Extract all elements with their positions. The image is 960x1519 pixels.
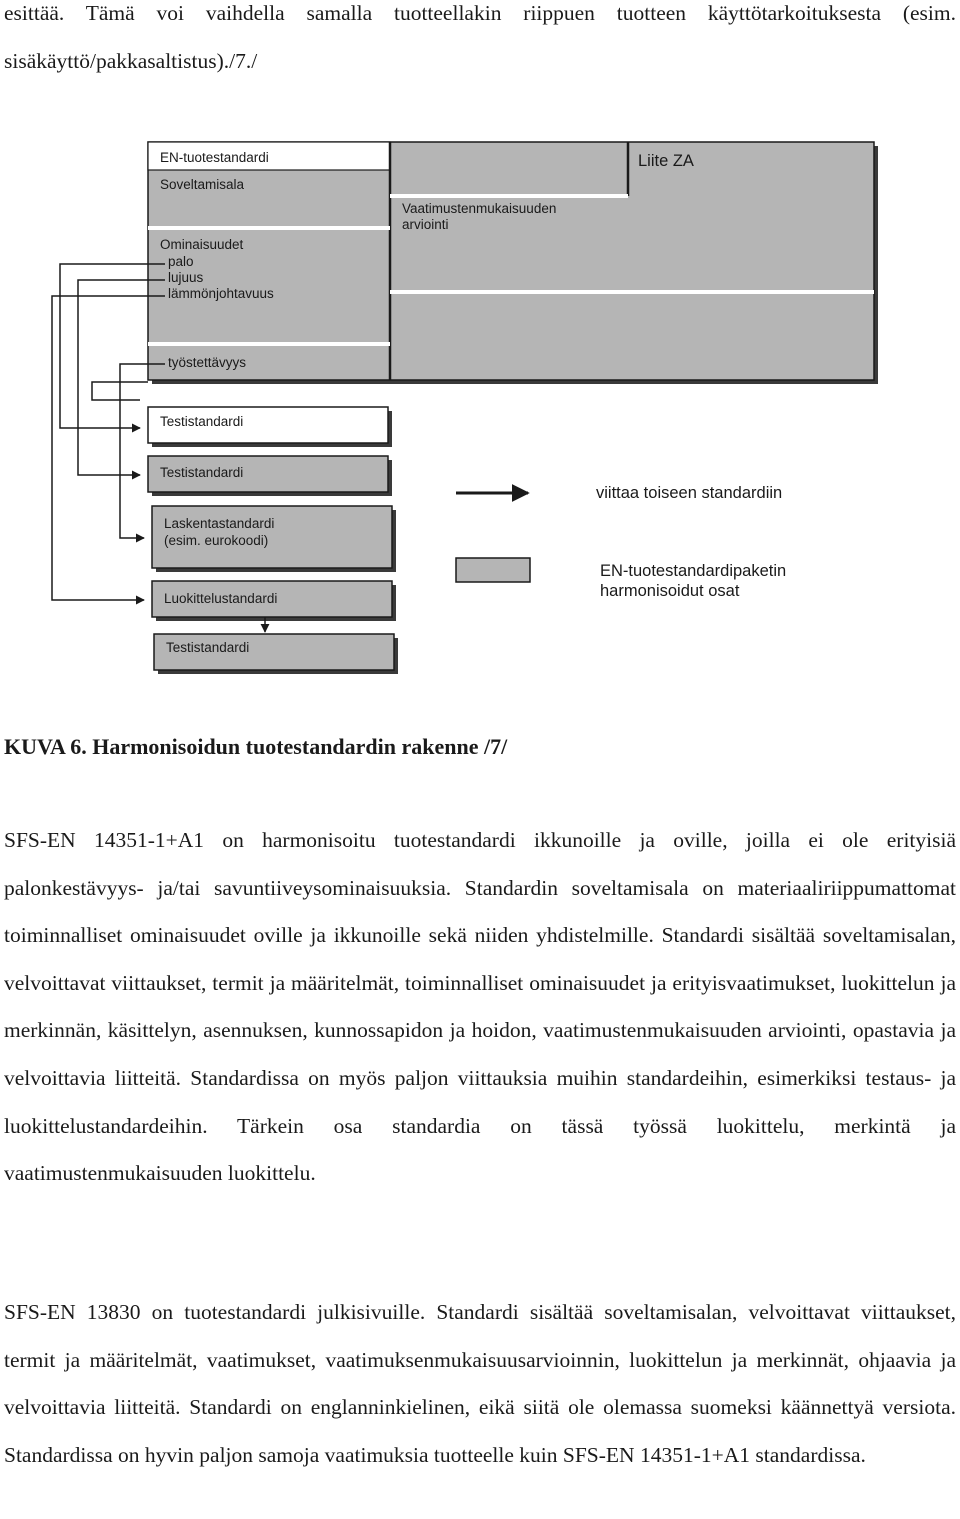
legend-arrow-label: viittaa toiseen standardiin xyxy=(596,484,783,502)
figure-caption: KUVA 6. Harmonisoidun tuotestandardin rakenne /7/ xyxy=(4,734,508,759)
standard-structure-diagram xyxy=(0,130,960,690)
conformity-assessment-label-2: arviointi xyxy=(402,217,449,232)
properties-label: Ominaisuudet xyxy=(160,237,244,252)
legend-gray-box-icon xyxy=(456,558,530,582)
calculation-standard-label-2: (esim. eurokoodi) xyxy=(164,533,269,548)
test-standard-2-label: Testistandardi xyxy=(160,465,244,480)
main-standard-box xyxy=(148,142,878,384)
legend-box-label-2: harmonisoidut osat xyxy=(600,582,740,600)
paragraph-2: SFS-EN 13830 on tuotestandardi julkisivuille. Standardi sisältää soveltamisalan, velvoittavat viittaukset, termit ja määritelmät, vaatimukset, vaatimuksenmukaisuusarvioinnin, luokittelun ja merkinnät, ohjaavia ja velvoittavia liitteitä. Standardi on englanninkielinen, eikä siitä ole olemassa suomeksi käännettyä versiota. Standardissa on hyvin paljon samoja vaatimuksia tuotteelle kuin SFS-EN 14351-1+A1 standardissa. xyxy=(4,1300,956,1467)
en-product-standard-label: EN-tuotestandardi xyxy=(160,150,269,165)
calculation-standard-label-1: Laskentastandardi xyxy=(164,516,275,531)
property-strength-label: lujuus xyxy=(168,270,204,285)
annex-za-label: Liite ZA xyxy=(638,152,694,170)
workability-label: työstettävyys xyxy=(168,355,247,370)
test-standard-3-label: Testistandardi xyxy=(166,640,250,655)
top-paragraph: esittää. Tämä voi vaihdella samalla tuotteellakin riippuen tuotteen käyttötarkoituksesta (esim. sisäkäyttö/pakkasaltistus)./7./ xyxy=(4,1,956,73)
property-fire-label: palo xyxy=(168,254,194,269)
classification-standard-label: Luokittelustandardi xyxy=(164,591,278,606)
scope-label: Soveltamisala xyxy=(160,177,245,192)
conformity-assessment-label-1: Vaatimustenmukaisuuden xyxy=(402,201,557,216)
property-thermal-label: lämmönjohtavuus xyxy=(168,286,274,301)
legend-box-label-1: EN-tuotestandardipaketin xyxy=(600,562,787,580)
paragraph-1: SFS-EN 14351-1+A1 on harmonisoitu tuotestandardi ikkunoille ja oville, joilla ei ole erityisiä palonkestävyys- ja/tai savuntiiveysominaisuuksia. Standardin soveltamisala on materiaaliriippumattomat toiminnalliset ominaisuudet oville ja ikkunoille sekä niiden yhdistelmille. Standardi sisältää soveltamisalan, velvoittavat viittaukset, termit ja määritelmät, toiminnalliset ominaisuudet ja erityisvaatimukset, luokittelun ja merkinnän, käsittelyn, asennuksen, kunnossapidon ja hoidon, vaatimustenmukaisuuden arviointi, opastavia ja velvoittavia liitteitä. Standardissa on myös paljon viittauksia muihin standardeihin, esimerkiksi testaus- ja luokittelustandardeihin. Tärkein osa standardia on tässä työssä luokittelu, merkintä ja vaatimustenmukaisuuden luokittelu. xyxy=(4,828,956,1186)
legend xyxy=(456,484,786,600)
test-standard-1-label: Testistandardi xyxy=(160,414,244,429)
